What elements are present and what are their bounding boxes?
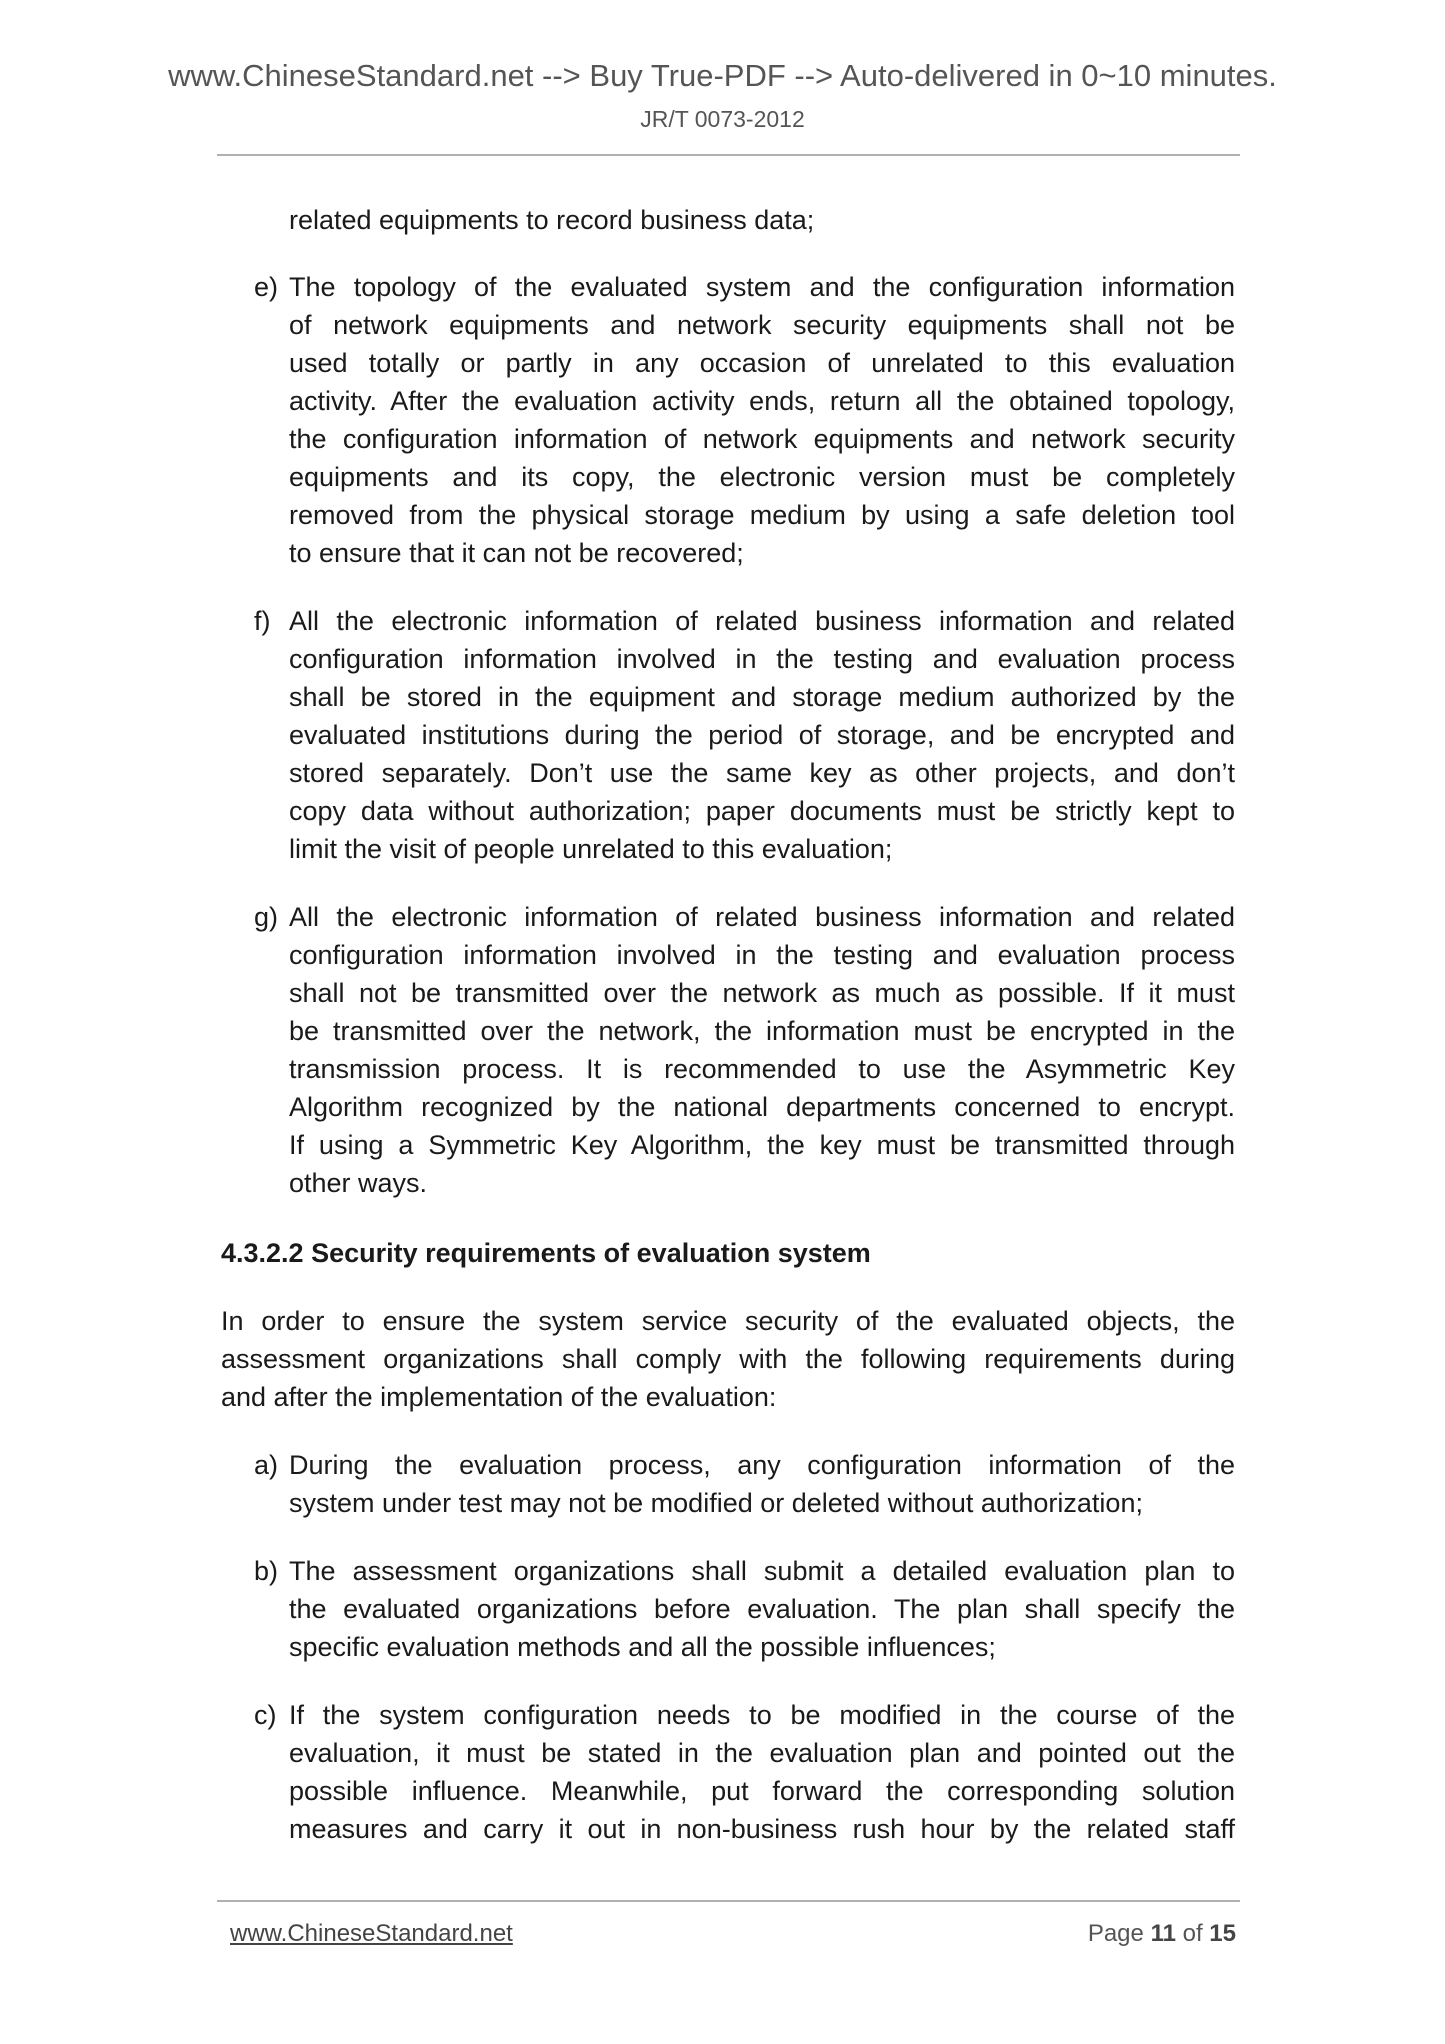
text-line: During the evaluation process, any configuration information of the bbox=[289, 1450, 1235, 1480]
intro-paragraph bbox=[221, 1302, 1235, 1416]
text-line: and after the implementation of the evaluation: bbox=[221, 1382, 777, 1412]
text-line: evaluation, it must be stated in the evaluation plan and pointed out the bbox=[289, 1738, 1235, 1768]
list-item bbox=[221, 602, 1235, 868]
section-heading: 4.3.2.2 Security requirements of evaluation system bbox=[221, 1238, 871, 1268]
text-line: specific evaluation methods and all the possible influences; bbox=[289, 1632, 996, 1662]
text-line: other ways. bbox=[289, 1168, 428, 1198]
text-line: the configuration information of network equipments and network security bbox=[289, 424, 1235, 454]
item-label: a) bbox=[254, 1450, 279, 1480]
header-divider bbox=[217, 154, 1240, 156]
list-bottom bbox=[221, 1446, 1235, 1878]
list-item bbox=[221, 898, 1235, 1202]
item-label: b) bbox=[254, 1556, 279, 1586]
text-line: possible influence. Meanwhile, put forward the corresponding solution bbox=[289, 1776, 1235, 1806]
text-line: assessment organizations shall comply with the following requirements during bbox=[221, 1344, 1235, 1374]
continuation-text bbox=[221, 201, 1235, 239]
text-line: If using a Symmetric Key Algorithm, the key must be transmitted through bbox=[289, 1130, 1235, 1160]
text-line: configuration information involved in the testing and evaluation process bbox=[289, 644, 1235, 674]
text-line: related equipments to record business data; bbox=[289, 205, 815, 235]
list-item bbox=[221, 268, 1235, 572]
text-line: of network equipments and network security equipments shall not be bbox=[289, 310, 1235, 340]
item-label: f) bbox=[254, 606, 271, 636]
text-line: the evaluated organizations before evaluation. The plan shall specify the bbox=[289, 1594, 1235, 1624]
text-line: evaluated institutions during the period of storage, and be encrypted and bbox=[289, 720, 1235, 750]
item-label: c) bbox=[254, 1700, 277, 1730]
footer-divider bbox=[217, 1900, 1240, 1902]
text-line: configuration information involved in the testing and evaluation process bbox=[289, 940, 1235, 970]
header-banner: www.ChineseStandard.net --> Buy True-PDF --> Auto-delivered in 0~10 minutes. bbox=[168, 58, 1277, 93]
text-line: shall not be transmitted over the network as much as possible. If it must bbox=[289, 978, 1235, 1008]
text-line: equipments and its copy, the electronic version must be completely bbox=[289, 462, 1235, 492]
text-line: activity. After the evaluation activity ends, return all the obtained topology, bbox=[289, 386, 1235, 416]
page-indicator: Page 11 of 15 bbox=[1087, 1920, 1236, 1947]
text-line: copy data without authorization; paper documents must be strictly kept to bbox=[289, 796, 1235, 826]
text-line: removed from the physical storage medium by using a safe deletion tool bbox=[289, 500, 1235, 530]
text-line: The assessment organizations shall submit a detailed evaluation plan to bbox=[289, 1556, 1235, 1586]
text-line: If the system configuration needs to be modified in the course of the bbox=[289, 1700, 1235, 1730]
list-item bbox=[221, 1446, 1235, 1522]
text-line: used totally or partly in any occasion of unrelated to this evaluation bbox=[289, 348, 1235, 378]
text-line: limit the visit of people unrelated to this evaluation; bbox=[289, 834, 893, 864]
text-line: be transmitted over the network, the information must be encrypted in the bbox=[289, 1016, 1235, 1046]
item-label: g) bbox=[254, 902, 279, 932]
text-line: system under test may not be modified or deleted without authorization; bbox=[289, 1488, 1143, 1518]
text-line: measures and carry it out in non-business rush hour by the related staff bbox=[289, 1814, 1235, 1844]
list-top bbox=[221, 268, 1235, 1232]
text-line: Algorithm recognized by the national departments concerned to encrypt. bbox=[289, 1092, 1235, 1122]
item-label: e) bbox=[254, 272, 279, 302]
text-line: to ensure that it can not be recovered; bbox=[289, 538, 744, 568]
text-line: shall be stored in the equipment and storage medium authorized by the bbox=[289, 682, 1235, 712]
standard-number: JR/T 0073-2012 bbox=[640, 106, 805, 132]
text-line: All the electronic information of related business information and related bbox=[289, 606, 1235, 636]
text-line: The topology of the evaluated system and the configuration information bbox=[289, 272, 1235, 302]
list-item bbox=[221, 1696, 1235, 1848]
text-line: All the electronic information of related business information and related bbox=[289, 902, 1235, 932]
footer-site-link[interactable]: www.ChineseStandard.net bbox=[230, 1920, 513, 1947]
text-line: stored separately. Don’t use the same key as other projects, and don’t bbox=[289, 758, 1235, 788]
text-line: transmission process. It is recommended to use the Asymmetric Key bbox=[289, 1054, 1235, 1084]
list-item bbox=[221, 1552, 1235, 1666]
text-line: In order to ensure the system service security of the evaluated objects, the bbox=[221, 1306, 1235, 1336]
